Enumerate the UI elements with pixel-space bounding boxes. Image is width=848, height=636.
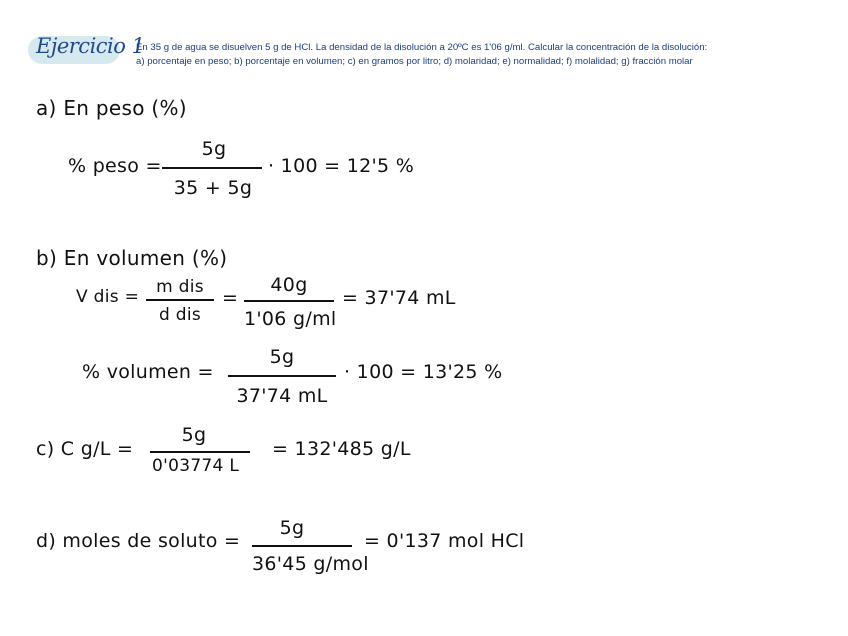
section-c-denominator: 0'03774 L [152,456,240,476]
vdis-result: = 37'74 mL [342,287,456,309]
vdis-fraction-line [146,299,214,301]
section-d-denominator: 36'45 g/mol [252,553,369,575]
statement-line-2: a) porcentaje en peso; b) porcentaje en volumen; c) en gramos por litro; d) molaridad; e) normalidad; f) molalidad; g) fracción molar [136,56,693,67]
section-c-numerator: 5g [181,424,207,446]
volume-fraction-line [228,375,336,377]
section-b-heading: b) En volumen (%) [36,246,228,270]
section-a-heading: a) En peso (%) [36,96,187,120]
exercise-title: Ejercicio 1 [36,34,145,58]
section-d-result: = 0'137 mol HCl [364,530,525,552]
section-a-denominator: 35 + 5g [173,177,253,199]
section-a-label: % peso = [68,155,162,177]
volume-numerator: 5g [269,346,295,368]
problem-statement [136,41,836,69]
section-d-label: d) moles de soluto = [36,530,241,552]
volume-denominator: 37'74 mL [236,385,328,407]
vdis-mass: 40g [270,274,308,296]
statement-line-1: En 35 g de agua se disuelven 5 g de HCl. La densidad de la disolución a 20ºC es 1'06 g/ml. Calcular la concentración de la disolución: [136,42,708,53]
section-a-numerator: 5g [201,138,227,160]
vdis-density: 1'06 g/ml [244,308,337,330]
section-c-fraction-line [150,451,250,453]
vdis-equals: = [222,287,239,309]
vdis-denominator: d dis [158,305,202,325]
section-c-label: c) C g/L = [36,438,134,460]
volume-result: · 100 = 13'25 % [344,361,503,383]
volume-label: % volumen = [82,361,214,383]
section-a-result: · 100 = 12'5 % [268,155,415,177]
section-d-numerator: 5g [279,517,305,539]
vdis-label: V dis = [76,287,140,307]
section-a-fraction-line [162,167,262,169]
vdis-fraction-line-2 [244,300,334,302]
section-d-fraction-line [252,545,352,547]
section-c-result: = 132'485 g/L [272,438,411,460]
vdis-numerator: m dis [156,277,204,297]
